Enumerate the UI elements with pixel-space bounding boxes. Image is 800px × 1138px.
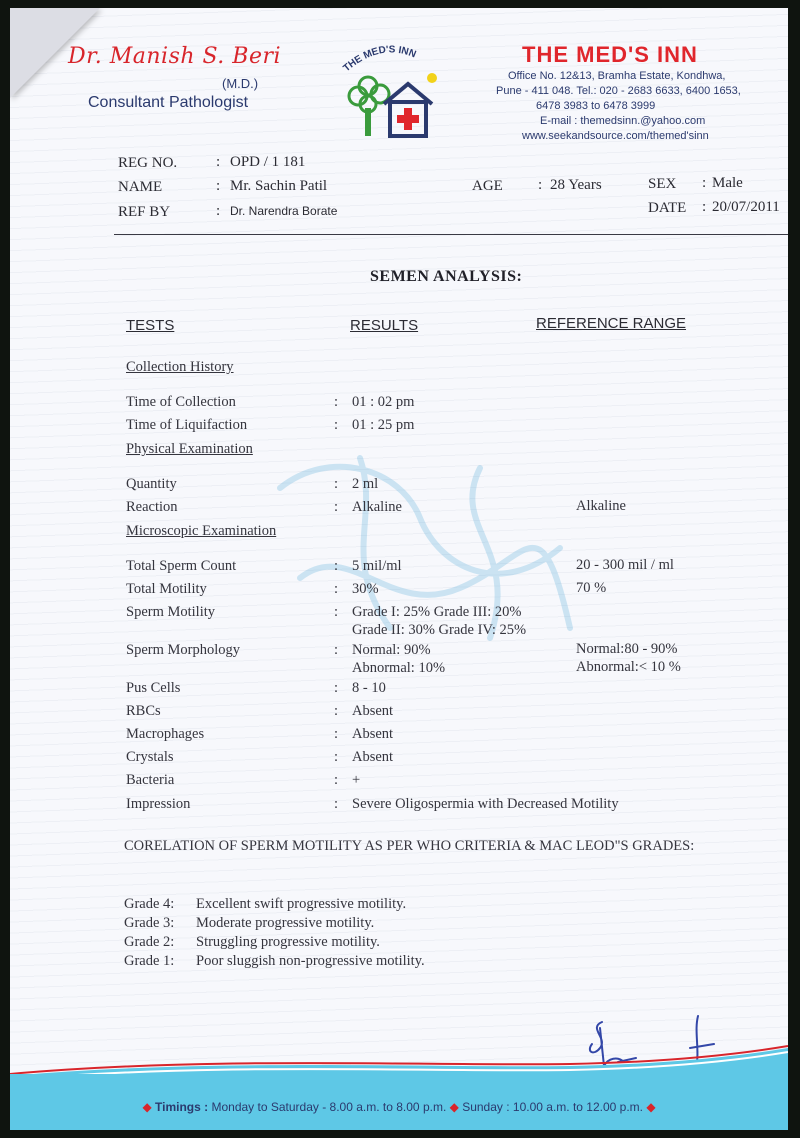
report-paper [10, 8, 788, 1130]
col-results: RESULTS [350, 317, 419, 334]
grade-3-desc: Moderate progressive motility. [196, 915, 375, 931]
colon: : [216, 178, 221, 194]
result-quantity: 2 ml [352, 476, 379, 492]
diamond-icon: ◆ [449, 1100, 459, 1114]
test-sperm-motility: Sperm Motility [126, 604, 216, 620]
col-tests: TESTS [126, 317, 175, 334]
reference-total-motility: 70 % [576, 580, 607, 596]
result-total-motility: 30% [352, 581, 379, 597]
diamond-icon: ◆ [646, 1100, 656, 1114]
name-value: Mr. Sachin Patil [230, 178, 328, 194]
colon: : [334, 703, 339, 719]
result-morphology-line2: Abnormal: 10% [352, 660, 446, 676]
colon: : [334, 558, 339, 574]
colon: : [334, 417, 339, 433]
ref-value: Dr. Narendra Borate [230, 204, 338, 218]
colon: : [334, 476, 339, 492]
result-macrophages: Absent [352, 726, 394, 742]
section-microscopic: Microscopic Examination [126, 523, 277, 539]
result-impression: Severe Oligospermia with Decreased Motility [352, 796, 619, 812]
report-title: SEMEN ANALYSIS: [370, 268, 523, 285]
name-label: NAME [118, 179, 163, 195]
age-label: AGE [472, 178, 503, 194]
colon: : [334, 581, 339, 597]
colon: : [216, 154, 221, 170]
reg-value: OPD / 1 181 [230, 154, 306, 170]
result-crystals: Absent [352, 749, 394, 765]
website-line: www.seekandsource.com/themed'sinn [522, 130, 709, 142]
doctor-name: Dr. Manish S. Beri [68, 44, 282, 69]
grade-3-label: Grade 3: [124, 915, 175, 931]
sex-value: Male [712, 175, 743, 191]
weekday-timings: Monday to Saturday - 8.00 a.m. to 8.00 p.m. [211, 1100, 447, 1114]
colon: : [334, 604, 339, 620]
test-morphology: Sperm Morphology [126, 642, 240, 658]
test-quantity: Quantity [126, 476, 177, 492]
test-time-collection: Time of Collection [126, 394, 236, 410]
section-collection: Collection History [126, 359, 234, 375]
reference-reaction: Alkaline [576, 498, 626, 514]
colon: : [702, 199, 707, 215]
result-sperm-motility-line1: Grade I: 25% Grade III: 20% [352, 604, 522, 620]
lab-name: THE MED'S INN [522, 42, 698, 67]
test-bacteria: Bacteria [126, 772, 175, 788]
sun-icon [427, 73, 437, 83]
timings-label: Timings : [155, 1100, 209, 1114]
section-physical: Physical Examination [126, 441, 253, 457]
colon: : [334, 499, 339, 515]
email-line: E-mail : themedsinn.@yahoo.com [540, 115, 706, 127]
logo-arc-text: THE MED'S INN [341, 44, 418, 75]
colon: : [334, 796, 339, 812]
colon: : [216, 203, 221, 219]
test-reaction: Reaction [126, 499, 178, 515]
header-divider [114, 234, 788, 235]
grade-4-label: Grade 4: [124, 896, 175, 912]
reference-morphology-line2: Abnormal:< 10 % [576, 659, 681, 675]
tree-icon [349, 77, 389, 136]
result-rbcs: Absent [352, 703, 394, 719]
test-crystals: Crystals [126, 749, 174, 765]
test-time-liquefaction: Time of Liquifaction [126, 417, 248, 433]
age-value: 28 Years [550, 177, 602, 193]
test-macrophages: Macrophages [126, 726, 205, 742]
reference-morphology-line1: Normal:80 - 90% [576, 641, 678, 657]
correlation-title: CORELATION OF SPERM MOTILITY AS PER WHO CRITERIA & MAC LEOD"S GRADES: [124, 838, 695, 854]
test-sperm-count: Total Sperm Count [126, 558, 237, 574]
result-bacteria: + [352, 772, 361, 788]
result-time-liquefaction: 01 : 25 pm [352, 417, 415, 433]
colon: : [334, 642, 339, 658]
grade-2-desc: Struggling progressive motility. [196, 934, 380, 950]
colon: : [334, 749, 339, 765]
colon: : [334, 772, 339, 788]
grade-1-desc: Poor sluggish non-progressive motility. [196, 953, 425, 969]
doctor-degree: (M.D.) [222, 76, 259, 91]
grade-2-label: Grade 2: [124, 934, 175, 950]
footer-timings [10, 1100, 788, 1114]
result-time-collection: 01 : 02 pm [352, 394, 415, 410]
sex-label: SEX [648, 176, 677, 192]
date-label: DATE [648, 200, 687, 216]
grade-4-desc: Excellent swift progressive motility. [196, 896, 407, 912]
test-impression: Impression [126, 796, 191, 812]
diamond-icon: ◆ [142, 1100, 152, 1114]
date-value: 20/07/2011 [712, 199, 780, 215]
test-rbcs: RBCs [126, 703, 161, 719]
test-total-motility: Total Motility [126, 581, 207, 597]
result-reaction: Alkaline [352, 499, 402, 515]
col-reference: REFERENCE RANGE [536, 315, 687, 332]
sunday-timings: Sunday : 10.00 a.m. to 12.00 p.m. [462, 1100, 643, 1114]
result-morphology-line1: Normal: 90% [352, 642, 431, 658]
house-icon [384, 84, 432, 136]
colon: : [334, 680, 339, 696]
address-line-3: 6478 3983 to 6478 3999 [536, 100, 656, 112]
ref-label: REF BY [118, 204, 171, 220]
result-pus-cells: 8 - 10 [352, 680, 386, 696]
colon: : [538, 177, 543, 193]
reference-sperm-count: 20 - 300 mil / ml [576, 557, 674, 573]
test-pus-cells: Pus Cells [126, 680, 181, 696]
colon: : [702, 175, 707, 191]
colon: : [334, 394, 339, 410]
address-line-1: Office No. 12&13, Bramha Estate, Kondhwa, [508, 70, 726, 82]
grade-1-label: Grade 1: [124, 953, 175, 969]
svg-text:THE MED'S INN [341, 44, 417, 74]
address-line-2: Pune - 411 048. Tel.: 020 - 2683 6633, 6400 1653, [496, 85, 741, 97]
colon: : [334, 726, 339, 742]
doctor-title: Consultant Pathologist [88, 94, 249, 111]
meds-inn-logo [328, 38, 448, 140]
result-sperm-motility-line2: Grade II: 30% Grade IV: 25% [352, 622, 527, 638]
reg-label: REG NO. [118, 155, 178, 171]
result-sperm-count: 5 mil/ml [352, 558, 402, 574]
